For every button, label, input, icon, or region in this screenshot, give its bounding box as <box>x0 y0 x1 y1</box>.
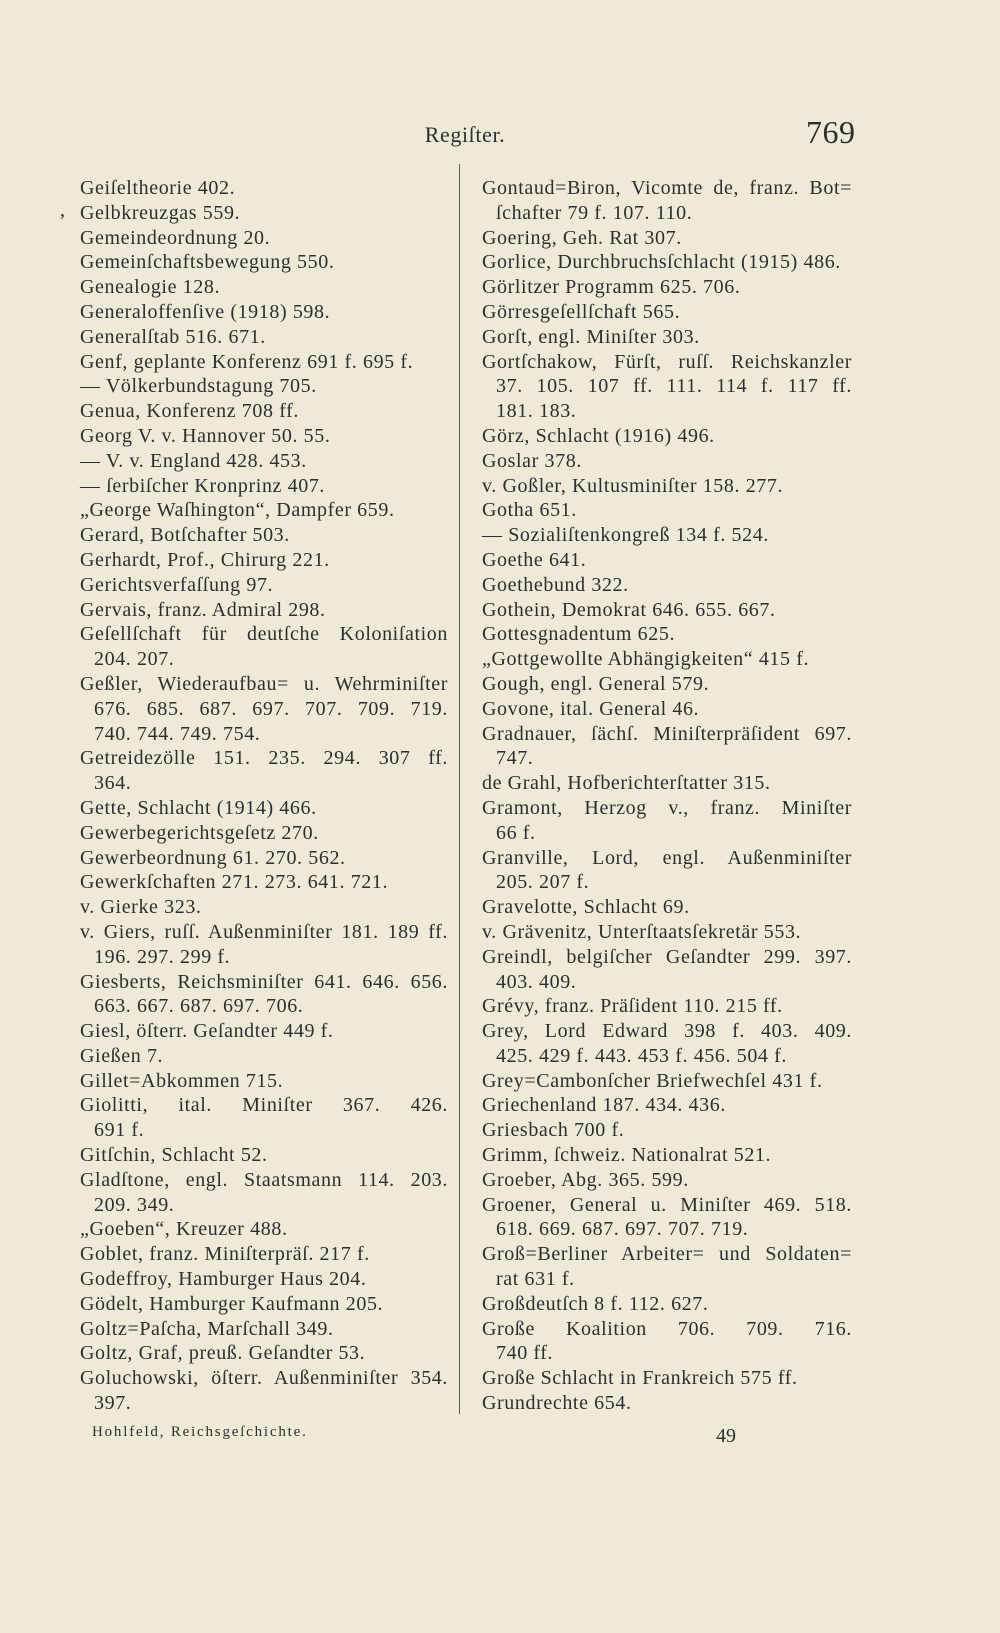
index-entry <box>482 300 852 325</box>
index-entry <box>482 573 852 598</box>
index-entry-headword-line: Goethebund 322. <box>482 573 629 596</box>
index-entry-continuation-line: 691 f. <box>94 1119 145 1142</box>
index-entry <box>80 250 448 275</box>
index-entry <box>80 895 448 920</box>
index-entry <box>482 598 852 623</box>
index-entry <box>482 722 852 772</box>
index-entry <box>80 548 448 573</box>
index-entry-headword-line: Goering, Geh. Rat 307. <box>482 226 682 249</box>
index-entry <box>482 1391 852 1416</box>
index-entry <box>80 1019 448 1044</box>
index-entry-headword-line: Görz, Schlacht (1916) 496. <box>482 424 715 447</box>
index-entry-headword-line: Gitſchin, Schlacht 52. <box>80 1144 268 1167</box>
index-entry-headword-line: Gotha 651. <box>482 499 577 522</box>
index-entry <box>80 1366 448 1416</box>
index-entry-headword-line: Grimm, ſchweiz. Nationalrat 521. <box>482 1144 772 1167</box>
index-entry-headword-line: Görresgeſellſchaft 565. <box>482 300 681 323</box>
index-entry-headword-line: Groeber, Abg. 365. 599. <box>482 1168 689 1191</box>
index-entry-continuation-line: 425. 429 f. 443. 453 f. 456. 504 f. <box>496 1044 787 1067</box>
index-entry-continuation-line: ſchafter 79 f. 107. 110. <box>496 201 693 224</box>
index-entry <box>482 275 852 300</box>
index-entry <box>482 449 852 474</box>
index-entry-continuation-line: 403. 409. <box>496 970 577 993</box>
index-entry-headword-line: Görlitzer Programm 625. 706. <box>482 276 741 299</box>
footer-signature-mark: 49 <box>716 1425 736 1447</box>
index-entry-continuation-line: 740. 744. 749. 754. <box>94 722 261 745</box>
index-entry <box>80 1168 448 1218</box>
index-entry-headword-line: Gödelt, Hamburger Kaufmann 205. <box>80 1292 384 1315</box>
footer-running-title: Hohlfeld, Reichsgeſchichte. <box>92 1424 308 1440</box>
index-entry <box>80 176 448 201</box>
index-entry <box>80 474 448 499</box>
index-entry <box>80 920 448 970</box>
index-entry <box>482 920 852 945</box>
index-entry-headword-line: Gervais, franz. Admiral 298. <box>80 598 326 621</box>
index-entry-continuation-line: 66 f. <box>496 821 536 844</box>
index-entry <box>80 498 448 523</box>
index-entry <box>482 1292 852 1317</box>
index-entry <box>482 226 852 251</box>
index-entry-headword-line: Gough, engl. General 579. <box>482 672 710 695</box>
index-entry <box>80 846 448 871</box>
index-entry-headword-line: v. Goßler, Kultusminiſter 158. 277. <box>482 474 784 497</box>
index-entry-headword-line: Gothein, Demokrat 646. 655. 667. <box>482 598 776 621</box>
index-entry-continuation-line: 209. 349. <box>94 1193 175 1216</box>
index-entry-continuation-line: 397. <box>94 1392 132 1415</box>
index-entry-headword-line: Gorlice, Durchbruchsſchlacht (1915) 486. <box>482 251 841 274</box>
index-entry-headword-line: Goltz, Graf, preuß. Geſandter 53. <box>80 1342 366 1365</box>
index-entry-headword-line: de Grahl, Hofberichterſtatter 315. <box>482 772 771 795</box>
index-entry <box>482 672 852 697</box>
index-entry <box>80 350 448 375</box>
index-entry <box>482 1193 852 1243</box>
index-entry-headword-line: Gemeinſchaftsbewegung 550. <box>80 251 335 274</box>
index-entry-headword-line: Groß=Berliner Arbeiter= und Soldaten= <box>482 1243 852 1266</box>
index-entry <box>80 573 448 598</box>
index-entry-headword-line: Granville, Lord, engl. Außenminiſter <box>482 846 852 869</box>
index-entry-headword-line: Gravelotte, Schlacht 69. <box>482 896 690 919</box>
index-entry <box>482 523 852 548</box>
index-entry-headword-line: „Goeben“, Kreuzer 488. <box>80 1218 288 1241</box>
index-entry-headword-line: Gießen 7. <box>80 1044 164 1067</box>
column-divider <box>459 164 460 1414</box>
index-entry <box>482 424 852 449</box>
index-entry <box>482 1093 852 1118</box>
index-entry <box>80 523 448 548</box>
index-entry <box>80 424 448 449</box>
index-entry-headword-line: Große Schlacht in Frankreich 575 ff. <box>482 1367 798 1390</box>
index-entry-continuation-line: 663. 667. 687. 697. 706. <box>94 995 304 1018</box>
index-entry <box>482 325 852 350</box>
index-entry <box>482 1317 852 1367</box>
index-entry-continuation-line: 618. 669. 687. 697. 707. 719. <box>496 1218 749 1241</box>
index-column-right <box>482 176 852 1416</box>
index-entry-continuation-line: rat 631 f. <box>496 1268 575 1291</box>
index-entry <box>482 1366 852 1391</box>
index-entry-headword-line: Genf, geplante Konferenz 691 f. 695 f. <box>80 350 414 373</box>
index-entry <box>80 1242 448 1267</box>
index-entry-headword-line: Gerichtsverfaſſung 97. <box>80 573 274 596</box>
index-entry-continuation-line: 747. <box>496 747 534 770</box>
index-entry-headword-line: Getreidezölle 151. 235. 294. 307 ff. <box>80 747 448 770</box>
index-entry <box>80 1267 448 1292</box>
index-entry <box>482 945 852 995</box>
index-entry-headword-line: „George Waſhington“, Dampfer 659. <box>80 499 395 522</box>
index-entry <box>482 771 852 796</box>
index-entry <box>482 895 852 920</box>
index-entry <box>80 1317 448 1342</box>
index-entry-headword-line: Gramont, Herzog v., franz. Miniſter <box>482 796 852 819</box>
index-entry-headword-line: Gewerbeordnung 61. 270. 562. <box>80 846 346 869</box>
index-entry-headword-line: Grundrechte 654. <box>482 1392 632 1415</box>
index-entry-headword-line: Griesbach 700 f. <box>482 1119 625 1142</box>
index-entry-headword-line: Godeffroy, Hamburger Haus 204. <box>80 1268 367 1291</box>
index-entry-headword-line: Gewerbegerichtsgeſetz 270. <box>80 821 319 844</box>
index-entry-continuation-line: 364. <box>94 772 132 795</box>
index-entry <box>80 1069 448 1094</box>
index-entry <box>80 325 448 350</box>
index-entry-headword-line: Gottesgnadentum 625. <box>482 623 676 646</box>
index-entry-headword-line: — Sozialiſtenkongreß 134 f. 524. <box>482 524 769 547</box>
index-entry-headword-line: Große Koalition 706. 709. 716. <box>482 1317 852 1340</box>
index-entry <box>80 821 448 846</box>
index-entry-headword-line: Goethe 641. <box>482 548 587 571</box>
index-entry <box>80 226 448 251</box>
index-entry <box>482 1242 852 1292</box>
index-entry <box>80 275 448 300</box>
index-entry <box>482 647 852 672</box>
margin-mark: , <box>60 199 65 221</box>
index-entry-continuation-line: 37. 105. 107 ff. 111. 114 f. 117 ff. <box>496 375 852 398</box>
index-entry <box>80 1143 448 1168</box>
index-entry-headword-line: — ſerbiſcher Kronprinz 407. <box>80 474 326 497</box>
index-entry <box>80 1292 448 1317</box>
index-entry <box>80 672 448 746</box>
index-entry-headword-line: Greindl, belgiſcher Geſandter 299. 397. <box>482 945 852 968</box>
index-entry-headword-line: v. Gierke 323. <box>80 896 202 919</box>
index-entry-headword-line: Genealogie 128. <box>80 276 221 299</box>
index-entry-headword-line: Govone, ital. General 46. <box>482 697 700 720</box>
index-entry-headword-line: Goltz=Paſcha, Marſchall 349. <box>80 1317 334 1340</box>
index-entry-headword-line: Gewerkſchaften 271. 273. 641. 721. <box>80 871 389 894</box>
index-entry <box>482 1019 852 1069</box>
index-entry <box>80 796 448 821</box>
index-entry-headword-line: Grey, Lord Edward 398 f. 403. 409. <box>482 1020 852 1043</box>
index-entry <box>80 201 448 226</box>
index-entry <box>482 994 852 1019</box>
index-column-left <box>80 176 448 1416</box>
index-entry <box>80 598 448 623</box>
index-entry-headword-line: „Gottgewollte Abhängigkeiten“ 415 f. <box>482 648 810 671</box>
index-entry <box>482 1143 852 1168</box>
index-entry-continuation-line: 196. 297. 299 f. <box>94 945 231 968</box>
index-entry <box>80 1093 448 1143</box>
index-entry <box>482 622 852 647</box>
index-entry-headword-line: Gemeindeordnung 20. <box>80 226 271 249</box>
index-entry-headword-line: — V. v. England 428. 453. <box>80 449 307 472</box>
index-entry-headword-line: Grey=Cambonſcher Briefwechſel 431 f. <box>482 1069 823 1092</box>
index-entry <box>482 1069 852 1094</box>
index-entry <box>482 796 852 846</box>
index-entry-headword-line: Generaloffenſive (1918) 598. <box>80 300 331 323</box>
index-entry <box>482 498 852 523</box>
index-entry-headword-line: Gerhardt, Prof., Chirurg 221. <box>80 548 330 571</box>
index-entry <box>80 1044 448 1069</box>
index-entry-continuation-line: 676. 685. 687. 697. 707. 709. 719. <box>94 697 448 720</box>
index-entry-headword-line: Groener, General u. Miniſter 469. 518. <box>482 1193 852 1216</box>
index-entry-headword-line: Goluchowski, öſterr. Außenminiſter 354. <box>80 1367 448 1390</box>
index-entry <box>80 300 448 325</box>
page-number: 769 <box>806 114 856 150</box>
index-entry-headword-line: Geßler, Wiederaufbau= u. Wehrminiſter <box>80 672 448 695</box>
index-entry <box>482 350 852 424</box>
index-entry-headword-line: Gette, Schlacht (1914) 466. <box>80 796 317 819</box>
index-entry-headword-line: Geſellſchaft für deutſche Koloniſation <box>80 623 448 646</box>
index-entry-headword-line: Giolitti, ital. Miniſter 367. 426. <box>80 1094 448 1117</box>
index-entry-headword-line: v. Grävenitz, Unterſtaatsſekretär 553. <box>482 920 802 943</box>
index-entry-headword-line: Genua, Konferenz 708 ff. <box>80 400 299 423</box>
index-entry <box>482 697 852 722</box>
index-entry-headword-line: Gradnauer, ſächſ. Miniſterpräſident 697. <box>482 722 852 745</box>
index-entry <box>482 1118 852 1143</box>
index-entry <box>482 1168 852 1193</box>
index-entry <box>80 374 448 399</box>
index-entry-headword-line: Geiſeltheorie 402. <box>80 177 236 199</box>
index-entry-headword-line: Georg V. v. Hannover 50. 55. <box>80 424 331 447</box>
index-entry-headword-line: — Völkerbundstagung 705. <box>80 375 317 398</box>
index-entry-headword-line: Gerard, Botſchafter 503. <box>80 524 290 547</box>
index-entry-headword-line: Gladſtone, engl. Staatsmann 114. 203. <box>80 1168 448 1191</box>
index-entry-headword-line: Generalſtab 516. 671. <box>80 325 266 348</box>
index-entry <box>80 449 448 474</box>
index-entry <box>482 846 852 896</box>
index-entry <box>482 176 852 226</box>
index-entry-headword-line: Goslar 378. <box>482 449 582 472</box>
index-entry <box>80 870 448 895</box>
index-entry-headword-line: Goblet, franz. Miniſterpräſ. 217 f. <box>80 1243 370 1266</box>
index-entry-headword-line: Griechenland 187. 434. 436. <box>482 1094 726 1117</box>
index-entry <box>80 399 448 424</box>
index-entry-headword-line: Gelbkreuzgas 559. <box>80 201 241 224</box>
index-entry-headword-line: Gontaud=Biron, Vicomte de, franz. Bot= <box>482 177 852 199</box>
index-entry <box>482 474 852 499</box>
index-entry <box>80 1341 448 1366</box>
index-entry-continuation-line: 204. 207. <box>94 648 175 671</box>
index-entry-continuation-line: 205. 207 f. <box>496 871 590 894</box>
index-entry-headword-line: Gorſt, engl. Miniſter 303. <box>482 325 700 348</box>
index-entry-headword-line: Giesberts, Reichsminiſter 641. 646. 656. <box>80 970 448 993</box>
page-title: Regiſter. <box>424 122 506 147</box>
index-entry-continuation-line: 181. 183. <box>496 400 577 423</box>
index-entry-headword-line: Grévy, franz. Präſident 110. 215 ff. <box>482 995 783 1018</box>
index-entry-continuation-line: 740 ff. <box>496 1342 554 1365</box>
index-entry-headword-line: Gillet=Abkommen 715. <box>80 1069 284 1092</box>
index-entry <box>80 1217 448 1242</box>
index-entry-headword-line: v. Giers, ruſſ. Außenminiſter 181. 189 ff. <box>80 920 448 943</box>
index-entry <box>482 548 852 573</box>
index-entry <box>80 746 448 796</box>
index-entry-headword-line: Giesl, öſterr. Geſandter 449 f. <box>80 1020 334 1043</box>
index-entry <box>482 250 852 275</box>
index-entry <box>80 970 448 1020</box>
index-entry-headword-line: Großdeutſch 8 f. 112. 627. <box>482 1292 709 1315</box>
index-entry-headword-line: Gortſchakow, Fürſt, ruſſ. Reichskanzler <box>482 350 852 373</box>
index-entry <box>80 622 448 672</box>
